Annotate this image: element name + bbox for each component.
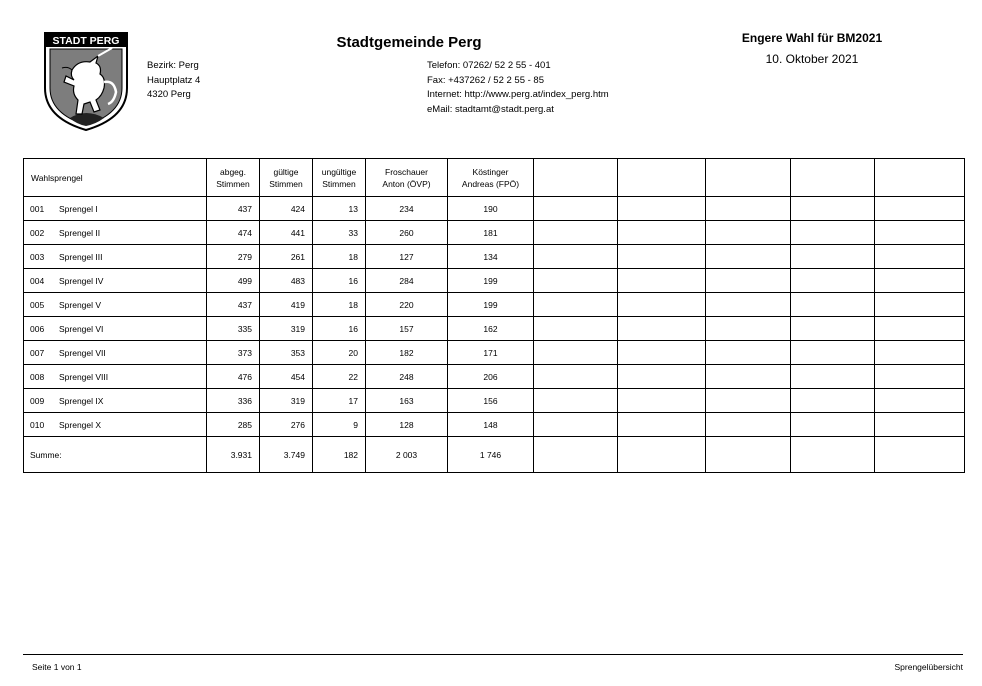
table-header-row [24, 159, 965, 197]
valid-votes: 424 [260, 197, 313, 221]
street-line: Hauptplatz 4 [147, 74, 201, 86]
empty-cell [875, 389, 965, 413]
candidate-2-votes: 199 [448, 293, 534, 317]
candidate-2-votes: 206 [448, 365, 534, 389]
empty-cell [618, 197, 706, 221]
empty-cell [534, 437, 618, 473]
empty-cell [534, 197, 618, 221]
district-name: Sprengel VIII [59, 371, 109, 382]
candidate-2-votes: 162 [448, 317, 534, 341]
valid-votes: 319 [260, 389, 313, 413]
col-header-cast: abgeg. Stimmen [207, 159, 260, 197]
invalid-votes: 9 [313, 413, 366, 437]
empty-cell [706, 197, 791, 221]
district-name: Sprengel VI [59, 323, 104, 334]
empty-cell [706, 365, 791, 389]
district-number: 006 [30, 323, 45, 334]
col-header-empty [791, 159, 875, 197]
district-number: 001 [30, 203, 45, 214]
empty-cell [875, 317, 965, 341]
empty-cell [791, 437, 875, 473]
cast-votes: 437 [207, 197, 260, 221]
empty-cell [618, 317, 706, 341]
empty-cell [618, 293, 706, 317]
total-cast: 3.931 [207, 437, 260, 473]
candidate-1-votes: 248 [366, 365, 448, 389]
empty-cell [618, 221, 706, 245]
empty-cell [791, 341, 875, 365]
empty-cell [534, 317, 618, 341]
empty-cell [618, 245, 706, 269]
col-header-valid: gültige Stimmen [260, 159, 313, 197]
col-header-invalid: ungültige Stimmen [313, 159, 366, 197]
district-cell [24, 317, 207, 341]
invalid-votes: 22 [313, 365, 366, 389]
valid-votes: 319 [260, 317, 313, 341]
table-row [24, 245, 965, 269]
total-label: Summe: [24, 437, 207, 473]
candidate-2-votes: 156 [448, 389, 534, 413]
empty-cell [706, 389, 791, 413]
col-header-candidate-2: Köstinger Andreas (FPÖ) [448, 159, 534, 197]
empty-cell [706, 437, 791, 473]
candidate-2-votes: 134 [448, 245, 534, 269]
cast-votes: 499 [207, 269, 260, 293]
empty-cell [618, 341, 706, 365]
cast-votes: 476 [207, 365, 260, 389]
empty-cell [706, 221, 791, 245]
invalid-votes: 18 [313, 293, 366, 317]
district-cell [24, 293, 207, 317]
table-row [24, 317, 965, 341]
cast-votes: 373 [207, 341, 260, 365]
district-name: Sprengel I [59, 203, 98, 214]
invalid-votes: 18 [313, 245, 366, 269]
empty-cell [875, 293, 965, 317]
candidate-2-votes: 171 [448, 341, 534, 365]
empty-cell [791, 389, 875, 413]
empty-cell [791, 293, 875, 317]
candidate-2-votes: 181 [448, 221, 534, 245]
empty-cell [791, 413, 875, 437]
empty-cell [706, 269, 791, 293]
district-cell [24, 245, 207, 269]
district-cell [24, 365, 207, 389]
email-line: eMail: stadtamt@stadt.perg.at [427, 103, 554, 115]
col-header-empty [618, 159, 706, 197]
empty-cell [791, 317, 875, 341]
empty-cell [706, 317, 791, 341]
candidate-1-votes: 234 [366, 197, 448, 221]
table-row [24, 293, 965, 317]
empty-cell [618, 269, 706, 293]
svg-text:STADT PERG: STADT PERG [52, 35, 120, 47]
district-cell [24, 269, 207, 293]
empty-cell [875, 197, 965, 221]
district-name: Sprengel V [59, 299, 102, 310]
empty-cell [706, 245, 791, 269]
district-name: Sprengel X [59, 419, 102, 430]
cast-votes: 437 [207, 293, 260, 317]
empty-cell [534, 413, 618, 437]
district-number: 004 [30, 275, 45, 286]
empty-cell [618, 437, 706, 473]
district-cell [24, 389, 207, 413]
empty-cell [875, 437, 965, 473]
valid-votes: 419 [260, 293, 313, 317]
empty-cell [706, 293, 791, 317]
candidate-1-votes: 127 [366, 245, 448, 269]
empty-cell [534, 245, 618, 269]
candidate-1-votes: 157 [366, 317, 448, 341]
district-name: Sprengel III [59, 251, 103, 262]
total-row [24, 437, 965, 473]
district-line: Bezirk: Perg [147, 60, 199, 71]
empty-cell [791, 269, 875, 293]
candidate-2-votes: 190 [448, 197, 534, 221]
empty-cell [791, 197, 875, 221]
total-valid: 3.749 [260, 437, 313, 473]
valid-votes: 353 [260, 341, 313, 365]
empty-cell [875, 245, 965, 269]
table-row [24, 269, 965, 293]
district-number: 010 [30, 419, 45, 430]
empty-cell [875, 413, 965, 437]
district-name: Sprengel II [59, 227, 101, 238]
report-name: Sprengelübersicht [894, 662, 963, 672]
valid-votes: 261 [260, 245, 313, 269]
internet-line: Internet: http://www.perg.at/index_perg.htm [427, 89, 609, 100]
empty-cell [618, 413, 706, 437]
col-header-district: Wahlsprengel [24, 159, 207, 197]
empty-cell [618, 365, 706, 389]
table-row [24, 221, 965, 245]
empty-cell [618, 389, 706, 413]
district-number: 009 [30, 395, 45, 406]
district-number: 003 [30, 251, 45, 262]
table-row [24, 197, 965, 221]
empty-cell [875, 269, 965, 293]
valid-votes: 276 [260, 413, 313, 437]
empty-cell [875, 341, 965, 365]
col-header-empty [706, 159, 791, 197]
district-number: 002 [30, 227, 45, 238]
total-candidate-2: 1 746 [448, 437, 534, 473]
district-name: Sprengel VII [59, 347, 106, 358]
total-candidate-1: 2 003 [366, 437, 448, 473]
district-name: Sprengel IV [59, 275, 104, 286]
empty-cell [534, 293, 618, 317]
table-row [24, 365, 965, 389]
invalid-votes: 33 [313, 221, 366, 245]
cast-votes: 474 [207, 221, 260, 245]
empty-cell [706, 341, 791, 365]
col-header-candidate-1: Froschauer Anton (ÖVP) [366, 159, 448, 197]
district-cell [24, 413, 207, 437]
district-number: 007 [30, 347, 45, 358]
empty-cell [875, 365, 965, 389]
district-cell [24, 197, 207, 221]
address-block [147, 59, 200, 103]
candidate-1-votes: 163 [366, 389, 448, 413]
valid-votes: 454 [260, 365, 313, 389]
empty-cell [534, 365, 618, 389]
valid-votes: 441 [260, 221, 313, 245]
candidate-1-votes: 182 [366, 341, 448, 365]
invalid-votes: 17 [313, 389, 366, 413]
city-line: 4320 Perg [147, 89, 191, 100]
fax-line: Fax: +437262 / 52 2 55 - 85 [427, 74, 544, 86]
district-number: 005 [30, 299, 45, 310]
district-cell [24, 341, 207, 365]
empty-cell [534, 269, 618, 293]
invalid-votes: 16 [313, 269, 366, 293]
valid-votes: 483 [260, 269, 313, 293]
table-row [24, 341, 965, 365]
invalid-votes: 13 [313, 197, 366, 221]
candidate-1-votes: 260 [366, 221, 448, 245]
empty-cell [791, 221, 875, 245]
district-cell [24, 221, 207, 245]
contact-block [427, 59, 609, 117]
cast-votes: 279 [207, 245, 260, 269]
table-row [24, 413, 965, 437]
empty-cell [791, 245, 875, 269]
invalid-votes: 16 [313, 317, 366, 341]
empty-cell [534, 341, 618, 365]
municipality-title: Stadtgemeinde Perg [336, 34, 482, 51]
empty-cell [534, 389, 618, 413]
empty-cell [706, 413, 791, 437]
empty-cell [791, 365, 875, 389]
district-name: Sprengel IX [59, 395, 104, 406]
candidate-1-votes: 128 [366, 413, 448, 437]
stadt-perg-crest-logo [42, 30, 130, 132]
results-table [23, 158, 965, 473]
page-number: Seite 1 von 1 [32, 662, 82, 672]
candidate-2-votes: 199 [448, 269, 534, 293]
invalid-votes: 20 [313, 341, 366, 365]
candidate-1-votes: 284 [366, 269, 448, 293]
candidate-2-votes: 148 [448, 413, 534, 437]
table-row [24, 389, 965, 413]
cast-votes: 336 [207, 389, 260, 413]
cast-votes: 285 [207, 413, 260, 437]
footer-divider [23, 654, 963, 655]
phone-line: Telefon: 07262/ 52 2 55 - 401 [427, 60, 551, 71]
total-invalid: 182 [313, 437, 366, 473]
candidate-1-votes: 220 [366, 293, 448, 317]
empty-cell [534, 221, 618, 245]
cast-votes: 335 [207, 317, 260, 341]
election-title: Engere Wahl für BM2021 [741, 31, 883, 45]
election-date: 10. Oktober 2021 [765, 52, 859, 66]
col-header-empty [875, 159, 965, 197]
district-number: 008 [30, 371, 45, 382]
col-header-empty [534, 159, 618, 197]
empty-cell [875, 221, 965, 245]
